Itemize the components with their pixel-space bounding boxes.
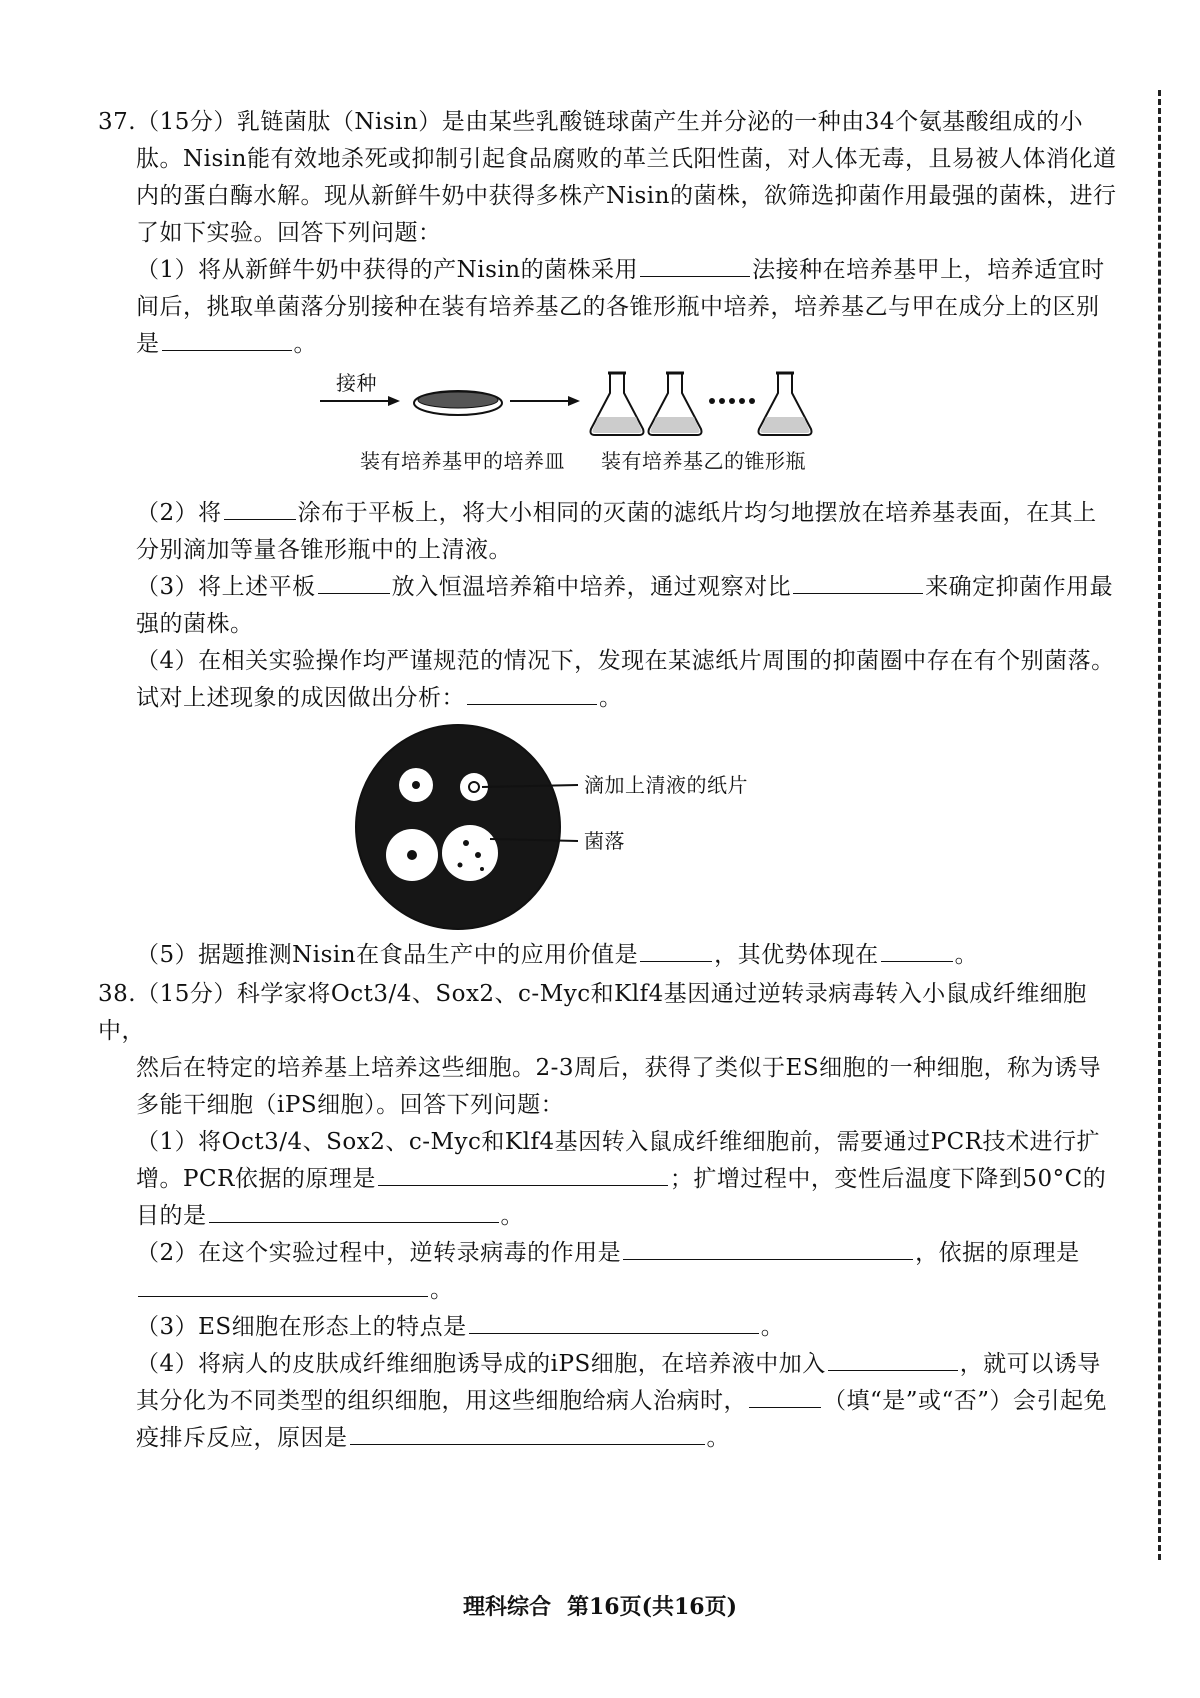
answer-blank[interactable] bbox=[881, 939, 953, 962]
answer-blank[interactable] bbox=[828, 1348, 958, 1371]
q37-s3-text-b: 放入恒温培养箱中培养，通过观察对比 bbox=[391, 574, 792, 600]
answer-blank[interactable] bbox=[467, 682, 597, 705]
answer-blank[interactable] bbox=[224, 497, 296, 520]
q37-s4-text-a: （4）在相关实验操作均严谨规范的情况下，发现在某滤纸片周围的抑菌圈中存在有个别菌落。试对上述现象的成因做出分析： bbox=[136, 648, 1115, 711]
q38-s4-text-b: ，就可以诱导其分化为不同类型的组织细胞，用这些细胞给病人治病时， bbox=[136, 1351, 1101, 1414]
page-footer bbox=[0, 1590, 1200, 1621]
footer-subject: 理科综合 bbox=[462, 1594, 551, 1620]
q38-s2-text-a: （2）在这个实验过程中，逆转录病毒的作用是 bbox=[136, 1240, 622, 1266]
content bbox=[98, 104, 1118, 1457]
flask-label: 装有培养基乙的锥形瓶 bbox=[601, 449, 806, 473]
q37-sub1 bbox=[98, 252, 1118, 363]
q37-s2-text-a: （2）将 bbox=[136, 500, 222, 526]
answer-blank[interactable] bbox=[793, 571, 923, 594]
cut-line bbox=[1158, 90, 1161, 1560]
q38-s3-text-a: （3）ES细胞在形态上的特点是 bbox=[136, 1314, 467, 1340]
q37-s2-text-b: 涂布于平板上，将大小相同的灭菌的滤纸片均匀地摆放在培养基表面，在其上分别滴加等量各锥形瓶中的上清液。 bbox=[136, 500, 1097, 563]
q38-sub1 bbox=[98, 1124, 1118, 1235]
colony-label: 菌落 bbox=[584, 829, 625, 853]
q37-s5-text-a: （5）据题推测Nisin在食品生产中的应用价值是 bbox=[136, 942, 639, 968]
q37-s3-text-a: （3）将上述平板 bbox=[136, 574, 316, 600]
footer-page-number: 第16页(共16页) bbox=[566, 1594, 738, 1620]
paper-disc-label: 滴加上清液的纸片 bbox=[584, 773, 748, 797]
answer-blank[interactable] bbox=[640, 939, 712, 962]
q38-s1-end: 。 bbox=[500, 1203, 524, 1229]
q37-sub3 bbox=[98, 569, 1118, 643]
q38-s3-end: 。 bbox=[760, 1314, 785, 1340]
q38-sub3 bbox=[98, 1309, 1118, 1346]
q37-s1-end: 。 bbox=[293, 331, 317, 357]
answer-blank[interactable] bbox=[350, 1422, 705, 1445]
inhibition-plate-diagram bbox=[98, 723, 1118, 933]
q38-s4-text-c: （填“是”或“否”）会引起免疫排斥反应，原因是 bbox=[136, 1388, 1108, 1451]
answer-blank[interactable] bbox=[162, 328, 292, 351]
q37-s5-text-b: ，其优势体现在 bbox=[714, 942, 879, 968]
q38-body: 然后在特定的培养基上培养这些细胞。2-3周后，获得了类似于ES细胞的一种细胞，称为诱导多能干细胞（iPS细胞）。回答下列问题： bbox=[136, 1055, 1102, 1118]
flask-icon bbox=[759, 373, 812, 435]
q37-head: 37.（15分）乳链菌肽（Nisin）是由某些乳酸链球菌产生并分泌的一种由34个氨基酸组成的小 bbox=[98, 109, 1084, 135]
q37-s1-text-b: 法接种在培养基甲上，培养适宜时间后，挑取单菌落分别接种在装有培养基乙的各锥形瓶中培养，培养基乙与甲在成分上的区别是 bbox=[136, 257, 1105, 357]
q38-sub2 bbox=[98, 1235, 1118, 1309]
q38-s1-text-a: （1）将Oct3/4、Sox2、c-Myc和Klf4基因转入鼠成纤维细胞前，需要通过PCR技术进行扩增。PCR依据的原理是 bbox=[136, 1129, 1100, 1192]
flask-icon bbox=[591, 373, 644, 435]
q38-s4-text-a: （4）将病人的皮肤成纤维细胞诱导成的iPS细胞，在培养液中加入 bbox=[136, 1351, 826, 1377]
answer-blank[interactable] bbox=[749, 1385, 821, 1408]
answer-blank[interactable] bbox=[623, 1237, 913, 1260]
q37-sub2 bbox=[98, 495, 1118, 569]
q37-body: 肽。Nisin能有效地杀死或抑制引起食品腐败的革兰氏阳性菌，对人体无毒，且易被人体消化道内的蛋白酶水解。现从新鲜牛奶中获得多株产Nisin的菌株，欲筛选抑菌作用最强的菌株，进行了如下实验。回答下列问题： bbox=[136, 146, 1117, 246]
q38-s1-text-b: ；扩增过程中，变性后温度下降到50°C的目的是 bbox=[136, 1166, 1107, 1229]
q37-sub5 bbox=[98, 937, 1118, 974]
inoculate-label: 接种 bbox=[336, 371, 377, 395]
q37-s4-end: 。 bbox=[599, 685, 623, 711]
inhibition-zone-figure bbox=[98, 723, 1118, 933]
q37-sub4 bbox=[98, 643, 1118, 717]
inoculation-figure bbox=[98, 369, 1118, 491]
dish-label: 装有培养基甲的培养皿 bbox=[360, 449, 565, 473]
q38-head: 38.（15分）科学家将Oct3/4、Sox2、c-Myc和Klf4基因通过逆转录病毒转入小鼠成纤维细胞中， bbox=[98, 981, 1087, 1044]
q38-s2-end: 。 bbox=[430, 1277, 454, 1303]
q38-sub4 bbox=[98, 1346, 1118, 1457]
answer-blank[interactable] bbox=[469, 1311, 759, 1334]
q38-s2-text-b: ，依据的原理是 bbox=[915, 1240, 1080, 1266]
q37-s5-end: 。 bbox=[954, 942, 979, 968]
q37-s1-text-a: （1）将从新鲜牛奶中获得的产Nisin的菌株采用 bbox=[136, 257, 639, 283]
answer-blank[interactable] bbox=[640, 254, 750, 277]
flask-icon bbox=[649, 373, 702, 435]
answer-blank[interactable] bbox=[378, 1163, 668, 1186]
answer-blank[interactable] bbox=[138, 1274, 428, 1297]
answer-blank[interactable] bbox=[318, 571, 390, 594]
q37-s3-text-c: 来确定抑菌作用最强的菌株。 bbox=[136, 574, 1114, 637]
answer-blank[interactable] bbox=[209, 1200, 499, 1223]
q38-s4-end: 。 bbox=[706, 1425, 730, 1451]
